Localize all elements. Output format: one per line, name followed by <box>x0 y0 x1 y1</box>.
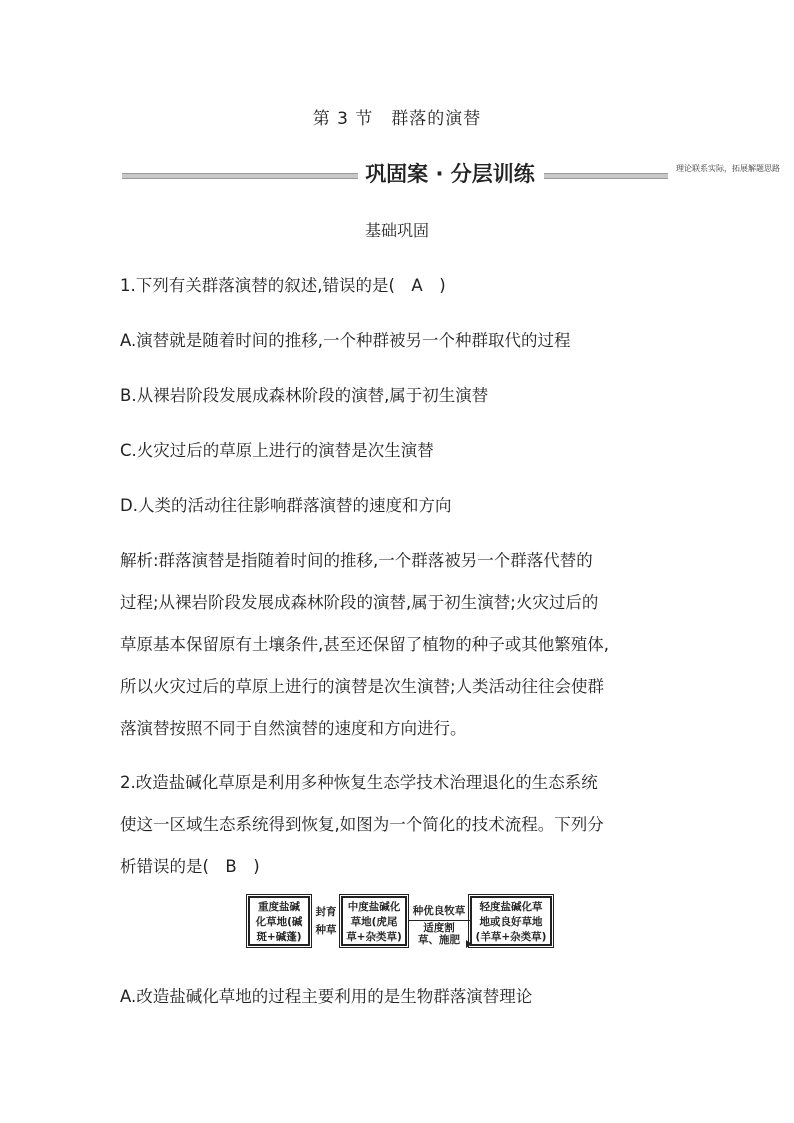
flow-box-severe: 重度盐碱 化草地(碱 斑+碱蓬) <box>248 896 310 946</box>
question-1-option-b: B.从裸岩阶段发展成森林阶段的演替,属于初生演替 <box>120 386 489 405</box>
flow-arrow-2: 种优良牧草 适度割 草、施肥 <box>408 896 470 946</box>
question-2-stem-line: 使这一区域生态系统得到恢复,如图为一个简化的技术流程。下列分 <box>120 815 604 834</box>
banner-rule-left <box>122 173 358 179</box>
question-1-option-c: C.火灾过后的草原上进行的演替是次生演替 <box>120 441 434 460</box>
flow-arrow-1: 封育 种草 <box>315 906 337 936</box>
restoration-flow-diagram <box>248 896 554 950</box>
analysis-line: 过程;从裸岩阶段发展成森林阶段的演替,属于初生演替;火灾过后的 <box>120 593 599 612</box>
question-1-option-a: A.演替就是随着时间的推移,一个种群被另一个种群取代的过程 <box>120 331 571 350</box>
arrow-line <box>408 920 470 921</box>
question-1-stem: 1.下列有关群落演替的叙述,错误的是( A ) <box>120 276 446 295</box>
analysis-line: 草原基本保留原有土壤条件,甚至还保留了植物的种子或其他繁殖体, <box>120 635 609 654</box>
question-1-option-d: D.人类的活动往往影响群落演替的速度和方向 <box>120 496 452 515</box>
analysis-line: 所以火灾过后的草原上进行的演替是次生演替;人类活动往往会使群 <box>120 677 605 696</box>
question-2-stem-line: 析错误的是( B ) <box>120 857 260 876</box>
flow-box-moderate: 中度盐碱化 草地(虎尾 草+杂类草) <box>341 896 407 946</box>
analysis-line: 落演替按照不同于自然演替的速度和方向进行。 <box>120 719 467 738</box>
question-2-option-a: A.改造盐碱化草地的过程主要利用的是生物群落演替理论 <box>120 987 533 1006</box>
flow-box-mild: 轻度盐碱化草 地或良好草地 (羊草+杂类草) <box>470 896 552 946</box>
page-title: 第 3 节 群落的演替 <box>312 109 482 129</box>
question-2-stem-line: 2.改造盐碱化草原是利用多种恢复生态学技术治理退化的生态系统 <box>120 773 598 792</box>
banner-note: 理论联系实际，拓展解题思路 <box>676 164 780 173</box>
section-heading: 基础巩固 <box>364 221 429 240</box>
analysis-line: 解析:群落演替是指随着时间的推移,一个群落被另一个群落代替的 <box>120 551 593 570</box>
banner-rule-right <box>544 173 668 179</box>
banner-label: 巩固案 · 分层训练 <box>360 158 540 188</box>
